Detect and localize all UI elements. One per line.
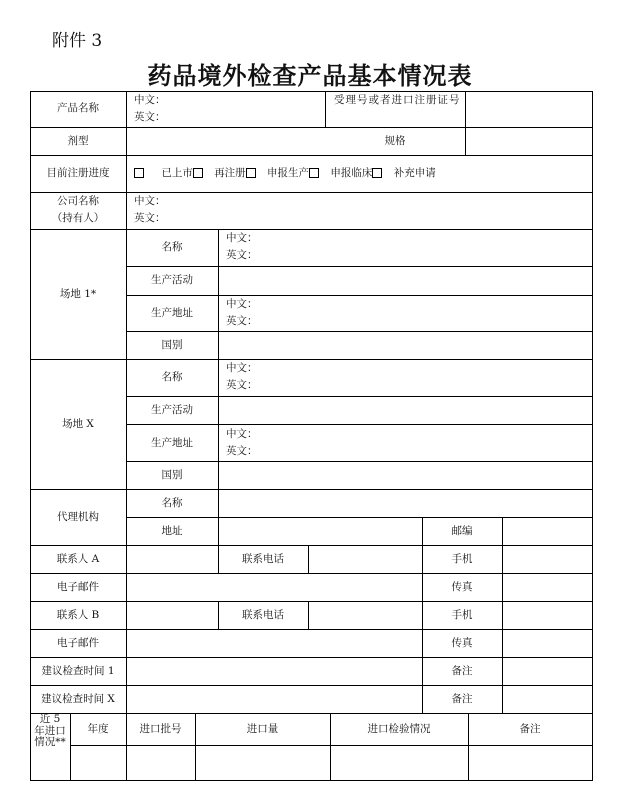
- postcode-label: 邮编: [451, 525, 473, 537]
- siteX-address-zh-label: 中文：: [226, 428, 258, 440]
- product-name-label: 产品名称: [57, 102, 99, 114]
- import-batch-header: 进口批号: [139, 723, 182, 735]
- option-apply-clinical-label: 申报临床: [330, 167, 373, 179]
- inspection-time-1-label: 建议检查时间 1: [41, 665, 115, 677]
- site1-country-label: 国别: [161, 339, 183, 351]
- company-zh-label: 中文：: [134, 195, 166, 207]
- site1-name-en-label: 英文：: [226, 249, 258, 261]
- checkbox-apply-production[interactable]: [246, 168, 256, 178]
- option-supplement-label: 补充申请: [393, 167, 436, 179]
- contact-a-mobile-label: 手机: [451, 553, 473, 565]
- site1-activity-label: 生产活动: [151, 274, 193, 286]
- reg-progress-options: [134, 165, 436, 182]
- contact-a-email-label: 电子邮件: [57, 581, 99, 593]
- contact-b-email-label: 电子邮件: [57, 637, 99, 649]
- site1-label: 场地 1*: [59, 288, 97, 300]
- siteX-label: 场地 X: [62, 418, 94, 430]
- agency-label: 代理机构: [57, 511, 99, 523]
- siteX-name-en-label: 英文：: [226, 379, 258, 391]
- option-apply-production-label: 申报生产: [267, 167, 310, 179]
- siteX-name-zh-label: 中文：: [226, 362, 258, 374]
- option-listed-label: 已上市: [161, 167, 193, 179]
- holder-label: （持有人）: [51, 212, 105, 224]
- site1-address-zh-label: 中文：: [226, 298, 258, 310]
- siteX-country-label: 国别: [161, 469, 183, 481]
- dosage-form-label: 剂型: [67, 135, 89, 147]
- inspection-time-x-remarks-label: 备注: [451, 693, 473, 705]
- site1-name-zh-label: 中文：: [226, 232, 258, 244]
- contact-a-fax-label: 传真: [451, 581, 473, 593]
- option-reregister-label: 再注册: [214, 167, 246, 179]
- year-header: 年度: [87, 723, 109, 735]
- siteX-address-en-label: 英文：: [226, 445, 258, 457]
- contact-a-phone-label: 联系电话: [242, 553, 284, 565]
- contact-a-label: 联系人 A: [56, 553, 100, 565]
- accept-number-label: 受理号或者进口注册证号: [334, 94, 461, 106]
- company-en-label: 英文：: [134, 212, 166, 224]
- page-title: 药品境外检查产品基本情况表: [147, 62, 473, 90]
- checkbox-apply-clinical[interactable]: [309, 168, 319, 178]
- annex-label: 附件 3: [52, 31, 103, 51]
- siteX-name-label: 名称: [161, 371, 183, 383]
- site1-address-label: 生产地址: [151, 307, 193, 319]
- agency-name-label: 名称: [161, 497, 183, 509]
- agency-address-label: 地址: [161, 525, 183, 537]
- company-name-label: 公司名称: [57, 195, 99, 207]
- siteX-address-label: 生产地址: [151, 437, 193, 449]
- recent-remarks-header: 备注: [519, 723, 541, 735]
- contact-b-mobile-label: 手机: [451, 609, 473, 621]
- product-name-zh-label: 中文：: [134, 94, 166, 106]
- site1-name-label: 名称: [161, 241, 183, 253]
- checkbox-listed[interactable]: [134, 168, 144, 178]
- siteX-activity-label: 生产活动: [151, 404, 193, 416]
- contact-b-fax-label: 传真: [451, 637, 473, 649]
- inspection-time-1-remarks-label: 备注: [451, 665, 473, 677]
- reg-progress-label: 目前注册进度: [46, 167, 110, 179]
- recent-imports-label: 近 5 年进口情况**: [34, 713, 66, 748]
- import-test-header: 进口检验情况: [367, 723, 431, 735]
- checkbox-reregister[interactable]: [193, 168, 203, 178]
- site1-address-en-label: 英文：: [226, 315, 258, 327]
- contact-b-label: 联系人 B: [56, 609, 100, 621]
- product-name-en-label: 英文：: [134, 111, 166, 123]
- spec-label: 规格: [384, 135, 406, 147]
- checkbox-supplement[interactable]: [372, 168, 382, 178]
- contact-b-phone-label: 联系电话: [242, 609, 284, 621]
- import-qty-header: 进口量: [246, 723, 279, 735]
- inspection-time-x-label: 建议检查时间 X: [41, 693, 115, 705]
